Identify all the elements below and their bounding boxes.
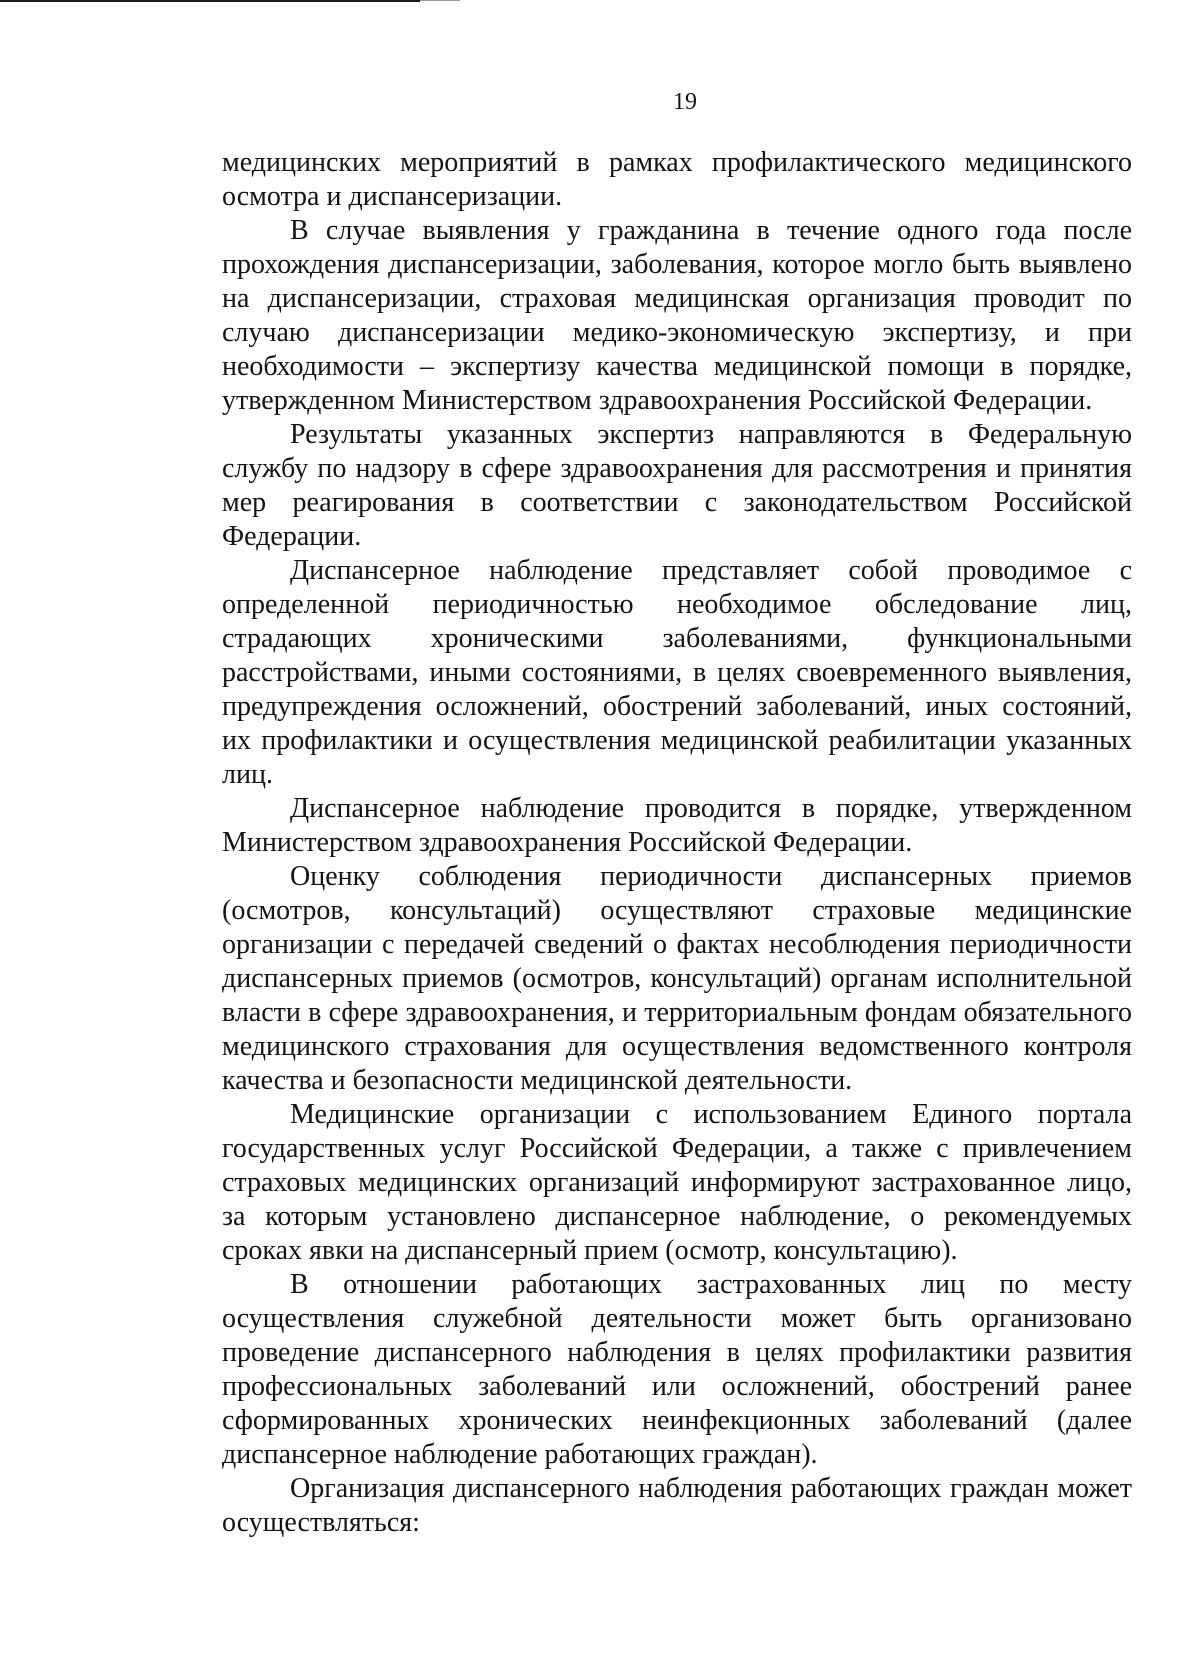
scan-edge-line-faint	[420, 0, 460, 1]
paragraph-dispensary-procedure: Диспансерное наблюдение проводится в порядке, утвержденном Министерством здравоохранения Российской Федерации.	[222, 793, 1132, 858]
paragraph-informing: Медицинские организации с использованием Единого портала государственных услуг Российской Федерации, а также с привлечением страховых медицинских организаций информируют застрахованное лицо, за которым установлено диспансерное наблюдение, о рекомендуемых сроках явки на диспансерный прием (осмотр, консультацию).	[222, 1099, 1132, 1266]
document-body	[222, 146, 1132, 1540]
paragraph-periodicity-assessment: Оценку соблюдения периодичности диспансерных приемов (осмотров, консультаций) осуществляют страховые медицинские организации с передачей сведений о фактах несоблюдения периодичности диспансерных приемов (осмотров, консультаций) органам исполнительной власти в сфере здравоохранения, и территориальным фондам обязательного медицинского страхования для осуществления ведомственного контроля качества и безопасности медицинской деятельности.	[222, 861, 1132, 1096]
paragraph-results: Результаты указанных экспертиз направляются в Федеральную службу по надзору в сфере здравоохранения для рассмотрения и принятия мер реагирования в соответствии с законодательством Российской Федерации.	[222, 419, 1132, 552]
paragraph-working-citizens: В отношении работающих застрахованных лиц по месту осуществления служебной деятельности может быть организовано проведение диспансерного наблюдения в целях профилактики развития профессиональных заболеваний или осложнений, обострений ранее сформированных хронических неинфекционных заболеваний (далее диспансерное наблюдение работающих граждан).	[222, 1269, 1132, 1470]
paragraph-continuation: медицинских мероприятий в рамках профилактического медицинского осмотра и диспансеризации.	[222, 147, 1132, 212]
scan-edge-line	[0, 0, 420, 2]
paragraph-dispensary-definition: Диспансерное наблюдение представляет собой проводимое с определенной периодичностью необходимое обследование лиц, страдающих хроническими заболеваниями, функциональными расстройствами, иными состояниями, в целях своевременного выявления, предупреждения осложнений, обострений заболеваний, иных состояний, их профилактики и осуществления медицинской реабилитации указанных лиц.	[222, 555, 1132, 790]
paragraph-organization: Организация диспансерного наблюдения работающих граждан может осуществляться:	[222, 1473, 1132, 1538]
paragraph-expertise: В случае выявления у гражданина в течение одного года после прохождения диспансеризации, заболевания, которое могло быть выявлено на диспансеризации, страховая медицинская организация проводит по случаю диспансеризации медико-экономическую экспертизу, и при необходимости – экспертизу качества медицинской помощи в порядке, утвержденном Министерством здравоохранения Российской Федерации.	[222, 215, 1132, 416]
page-number: 19	[673, 89, 697, 115]
